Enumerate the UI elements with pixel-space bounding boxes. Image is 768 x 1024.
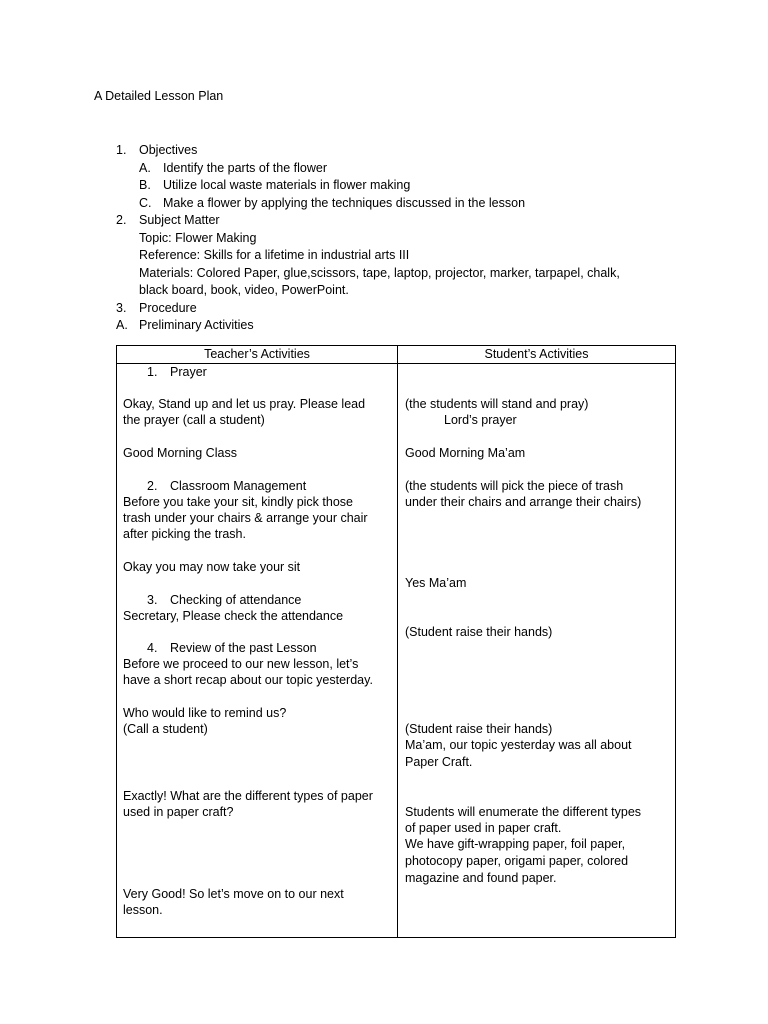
teacher-line: lesson. bbox=[123, 903, 163, 917]
teacher-line: the prayer (call a student) bbox=[123, 413, 265, 427]
teacher-line: used in paper craft? bbox=[123, 805, 234, 819]
student-line: under their chairs and arrange their chairs) bbox=[405, 495, 642, 509]
objective-b: Utilize local waste materials in flower making bbox=[163, 178, 411, 192]
activities-table bbox=[116, 345, 676, 938]
teacher-line: Who would like to remind us? bbox=[123, 706, 287, 720]
student-line: photocopy paper, origami paper, colored bbox=[405, 854, 629, 868]
teacher-line: Secretary, Please check the attendance bbox=[123, 609, 344, 623]
student-line: (Student raise their hands) bbox=[405, 722, 553, 736]
student-line: Paper Craft. bbox=[405, 755, 473, 769]
teacher-line: Before we proceed to our new lesson, let’s bbox=[123, 657, 359, 671]
table-header-row bbox=[117, 346, 676, 364]
objectives-heading: Objectives bbox=[139, 143, 198, 157]
classroom-management-heading: Classroom Management bbox=[170, 479, 307, 493]
review-number: 4. bbox=[147, 641, 158, 655]
attendance-heading: Checking of attendance bbox=[170, 593, 302, 607]
student-activities-cell bbox=[398, 364, 676, 938]
student-line: magazine and found paper. bbox=[405, 871, 557, 885]
procedure-heading: Procedure bbox=[139, 301, 197, 315]
student-line: (the students will stand and pray) bbox=[405, 397, 589, 411]
student-line: Good Morning Ma’am bbox=[405, 446, 526, 460]
materials-line-1: Materials: Colored Paper, glue,scissors, tape, laptop, projector, marker, tarpapel, chalk, bbox=[139, 266, 620, 280]
student-line: Ma’am, our topic yesterday was all about bbox=[405, 738, 632, 752]
student-line: of paper used in paper craft. bbox=[405, 821, 562, 835]
classroom-management-number: 2. bbox=[147, 479, 158, 493]
teacher-line: Very Good! So let’s move on to our next bbox=[123, 887, 344, 901]
student-line: We have gift-wrapping paper, foil paper, bbox=[405, 837, 626, 851]
objective-letter-c: C. bbox=[139, 196, 152, 210]
document-title: A Detailed Lesson Plan bbox=[94, 89, 224, 103]
teacher-activities-header: Teacher’s Activities bbox=[117, 346, 398, 364]
objective-a: Identify the parts of the flower bbox=[163, 161, 327, 175]
topic-line: Topic: Flower Making bbox=[139, 231, 257, 245]
prayer-heading: Prayer bbox=[170, 365, 207, 379]
teacher-activities-cell bbox=[117, 364, 398, 938]
objectives-number: 1. bbox=[116, 143, 127, 157]
table-row bbox=[117, 364, 676, 938]
objective-letter-b: B. bbox=[139, 178, 151, 192]
objective-letter-a: A. bbox=[139, 161, 151, 175]
teacher-line: Before you take your sit, kindly pick those bbox=[123, 495, 353, 509]
student-line: Yes Ma’am bbox=[405, 576, 467, 590]
reference-line: Reference: Skills for a lifetime in industrial arts III bbox=[139, 248, 410, 262]
student-line: Students will enumerate the different types bbox=[405, 805, 642, 819]
teacher-line: Okay you may now take your sit bbox=[123, 560, 301, 574]
teacher-line: Okay, Stand up and let us pray. Please lead bbox=[123, 397, 366, 411]
teacher-line: after picking the trash. bbox=[123, 527, 246, 541]
preliminary-heading: Preliminary Activities bbox=[139, 318, 254, 332]
prayer-number: 1. bbox=[147, 365, 158, 379]
teacher-line: Good Morning Class bbox=[123, 446, 237, 460]
student-line: Lord’s prayer bbox=[444, 413, 517, 427]
procedure-number: 3. bbox=[116, 301, 127, 315]
teacher-line: Exactly! What are the different types of paper bbox=[123, 789, 373, 803]
review-heading: Review of the past Lesson bbox=[170, 641, 317, 655]
teacher-line: (Call a student) bbox=[123, 722, 208, 736]
student-activities-header: Student’s Activities bbox=[398, 346, 676, 364]
student-line: (the students will pick the piece of trash bbox=[405, 479, 624, 493]
student-line: (Student raise their hands) bbox=[405, 625, 553, 639]
objective-c: Make a flower by applying the techniques discussed in the lesson bbox=[163, 196, 526, 210]
subject-matter-number: 2. bbox=[116, 213, 127, 227]
teacher-line: trash under your chairs & arrange your chair bbox=[123, 511, 368, 525]
materials-line-2: black board, book, video, PowerPoint. bbox=[139, 283, 349, 297]
subject-matter-heading: Subject Matter bbox=[139, 213, 220, 227]
teacher-line: have a short recap about our topic yesterday. bbox=[123, 673, 373, 687]
preliminary-letter: A. bbox=[116, 318, 128, 332]
attendance-number: 3. bbox=[147, 593, 158, 607]
